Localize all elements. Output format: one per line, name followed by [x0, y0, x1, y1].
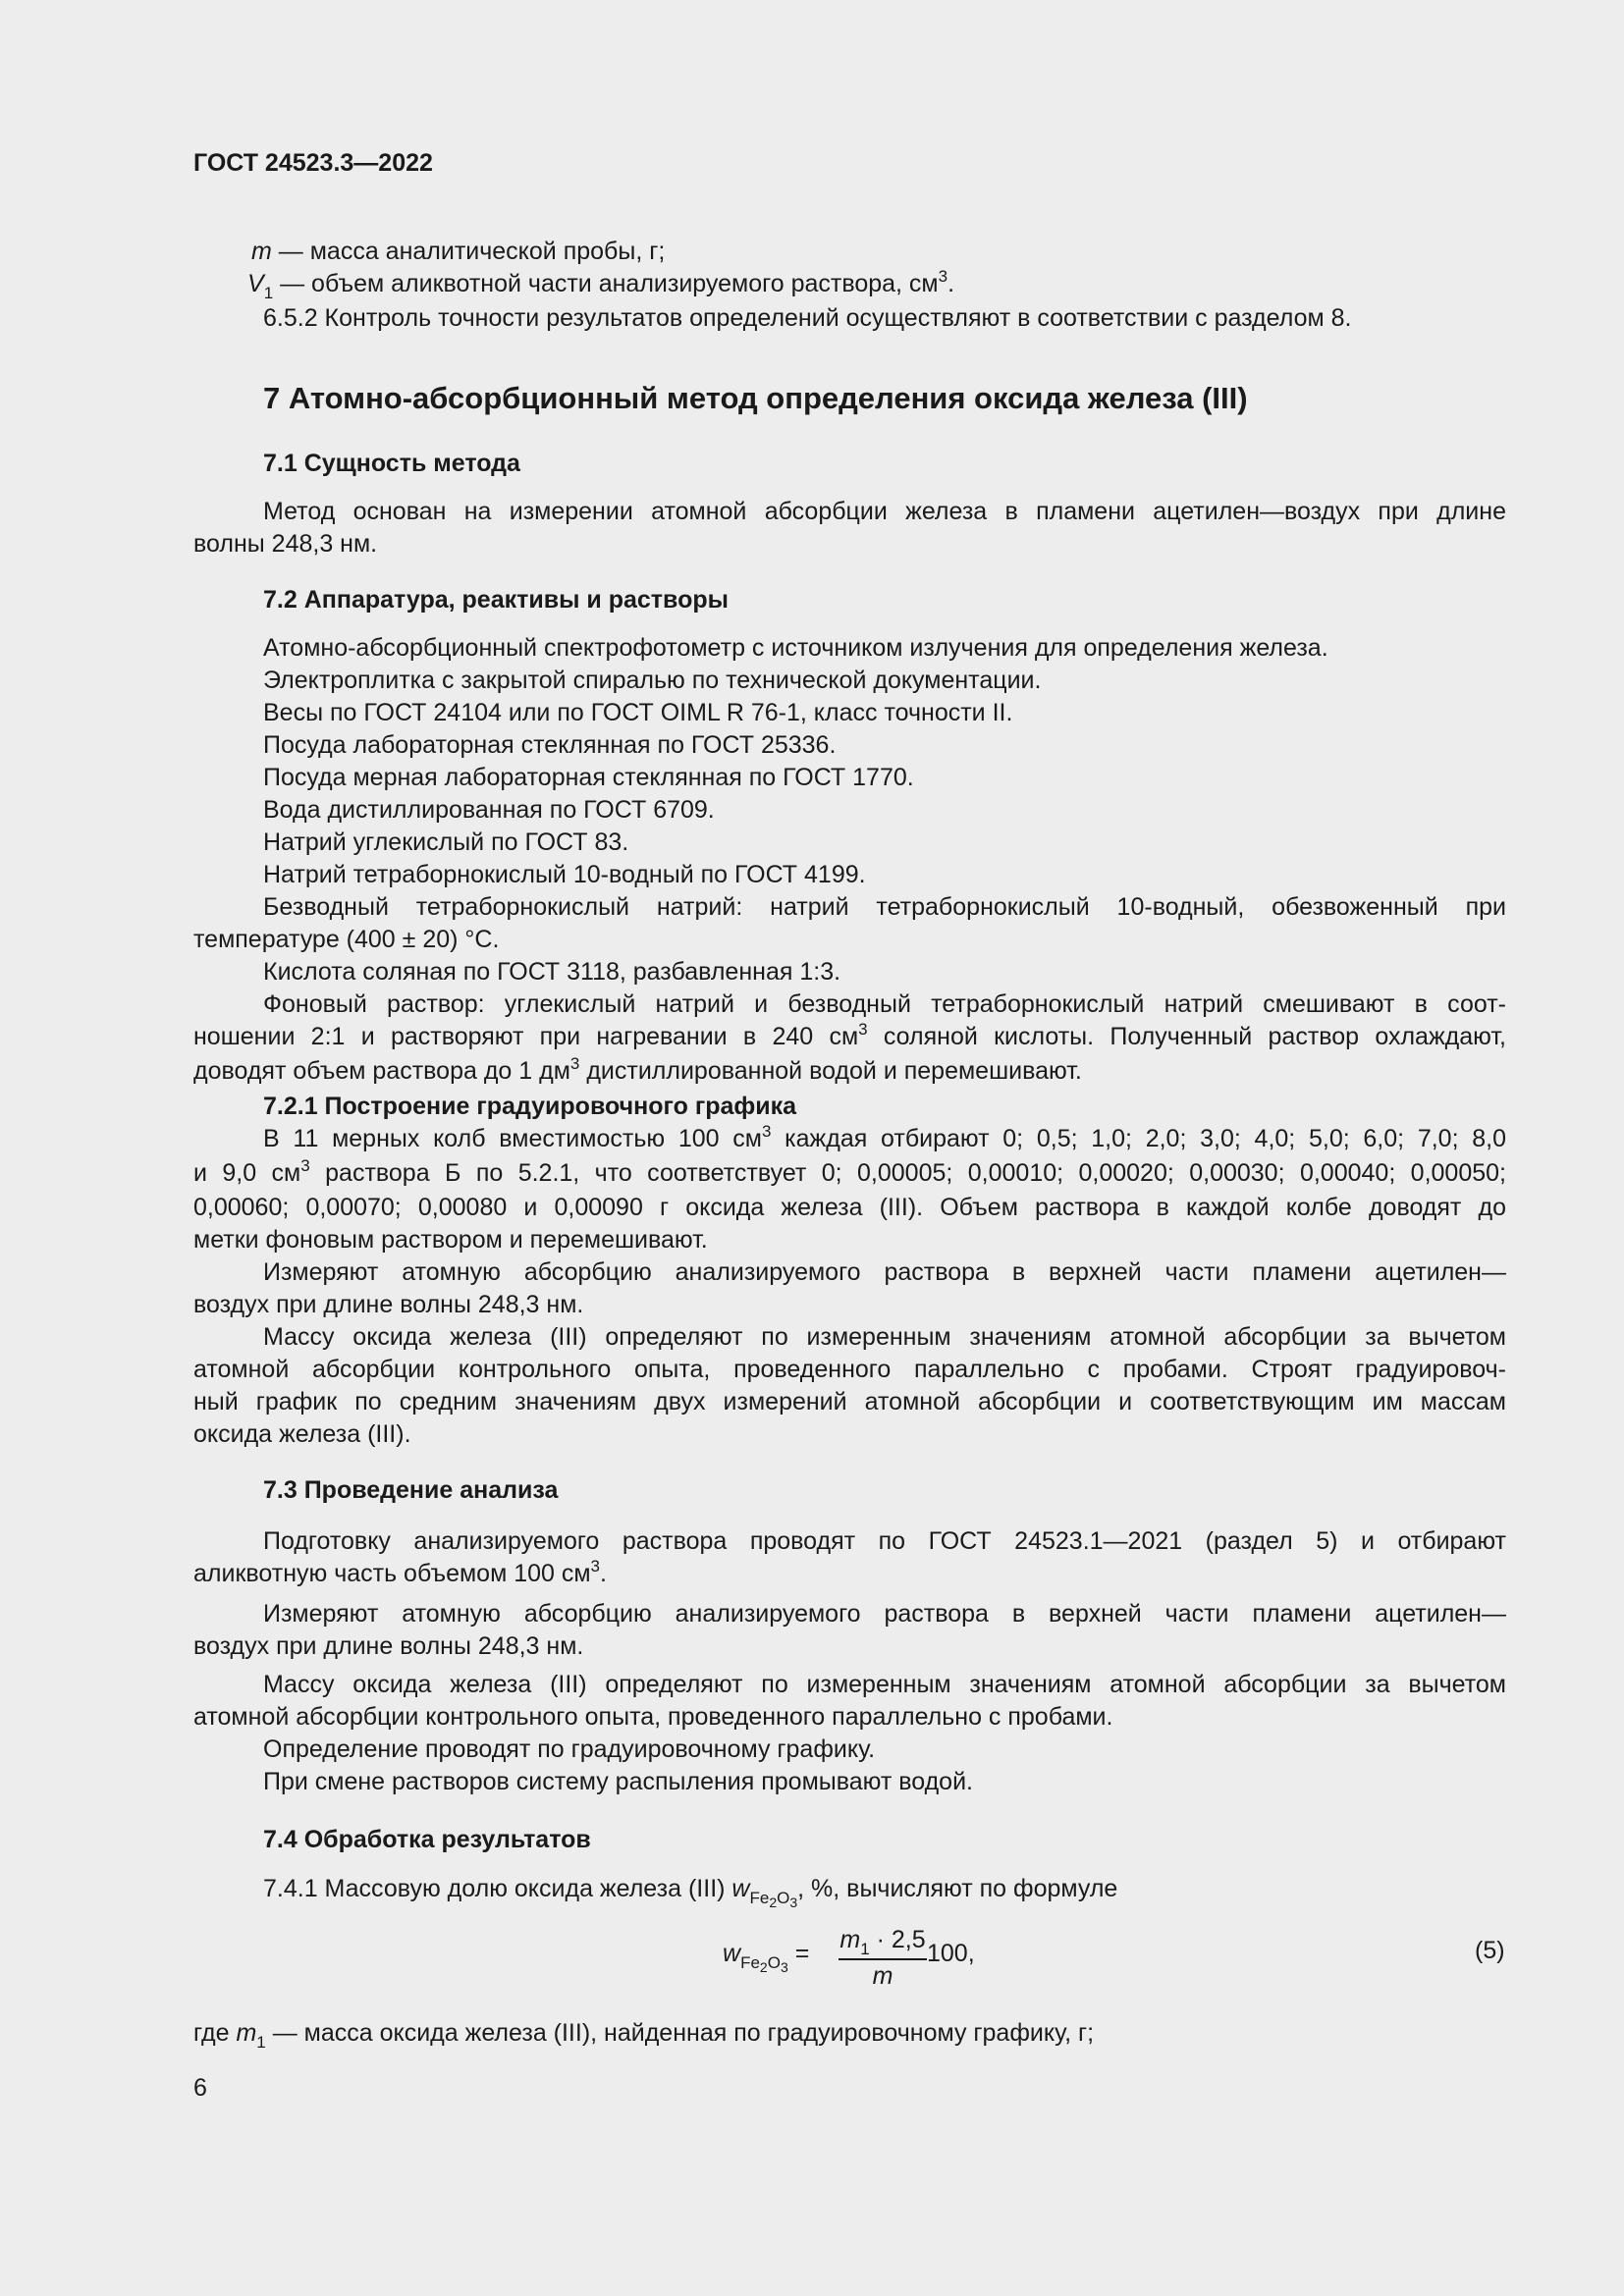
running-header: ГОСТ 24523.3—2022 [193, 149, 433, 177]
section-7-2-body: Атомно-абсорбционный спектрофотометр с источником излучения для определения железа. Электроплитка с закрытой спиралью по технической документации. Весы по ГОСТ 24104 или по ГОСТ OIML R 76-1, класс точности II. Посуда лабораторная стеклянная по ГОСТ 25336. Посуда мерная лабораторная стеклянная по ГОСТ 1770. Вода дистиллированная по ГОСТ 6709. Натрий углекислый по ГОСТ 83. Натрий тетраборнокислый 10-водный по ГОСТ 4199. Безводный тетраборнокислый натрий: натрий тетраборнокислый 10-водный, обезвоженный при температуре (400 ± 20) °С. Кислота соляная по ГОСТ 3118, разбавленная 1:3. Фоновый раствор: углекислый натрий и безводный тетраборнокислый натрий смешивают в соот- ношении 2:1 и растворяют при нагревании в 240 $см^3$ соляной кислоты. Полученный раствор охлаждают, доводят объем раствора до 1 $дм^3$ дистиллированной водой и перемешивают. [193, 634, 1506, 1085]
para-6-5-2: 6.5.2 Контроль точности результатов определений осуществляют в соответствии с разделом 8. [263, 304, 1352, 332]
section-7-1-heading: 7.1 Сущность метода [263, 450, 520, 477]
page-number: 6 [193, 2074, 207, 2102]
section-7-2-heading: 7.2 Аппаратура, реактивы и растворы [263, 586, 729, 614]
section-7-3-heading: 7.3 Проведение анализа [263, 1476, 559, 1504]
section-7-4-heading: 7.4 Обработка результатов [263, 1826, 591, 1853]
formula-5: $w_{Fe_2O_3}$ = $m_1 \cdot 2,5$ m 100, [723, 1926, 975, 1990]
definitions-top [193, 236, 1506, 335]
section-7-heading: 7 Атомно-абсорбционный метод определения оксида железа (III) [263, 381, 1248, 415]
definition-m1: где $m_1$ — масса оксида железа (III), найденная по градуировочному графику, г; [193, 2019, 1095, 2052]
section-7-2-1-heading: 7.2.1 Построение градуировочного графика [263, 1093, 797, 1120]
section-7-1-body: Метод основан на измерении атомной абсорбции железа в пламени ацетилен—воздух при длине волны 248,3 нм. [193, 498, 1506, 558]
section-7-3-body: Подготовку анализируемого раствора проводят по ГОСТ 24523.1—2021 (раздел 5) и отбирают аликвотную часть объемом 100 $см^3$. Измеряют атомную абсорбцию анализируемого раствора в верхней части пламени ацетилен— воздух при длине волны 248,3 нм. Массу оксида железа (III) определяют по измеренным значениям атомной абсорбции за вычетом атомной абсорбции контрольного опыта, проведенного параллельно с пробами. Определение проводят по градуировочному графику. При смене растворов систему распыления промывают водой. [193, 1527, 1506, 1795]
def-m: m — масса аналитической пробы, г; [251, 238, 666, 265]
para-7-4-1: 7.4.1 Массовую долю оксида железа (III) $w_{Fe_2O_3}$, %, вычисляют по формуле [263, 1875, 1118, 1910]
formula-fraction: $m_1 \cdot 2,5$ m [839, 1926, 926, 1990]
formula-number: (5) [1475, 1937, 1505, 1964]
section-7-2-1: 7.2.1 Построение градуировочного графика В 11 мерных колб вместимостью 100 $см^3$ каждая отбирают 0; 0,5; 1,0; 2,0; 3,0; 4,0; 5,0; 6,0; 7,0; 8,0 и 9,0 $см^3$ раствора Б по 5.2.1, что соответствует 0; 0,00005; 0,00010; 0,00020; 0,00030; 0,00040; 0,00050; 0,00060; 0,00070; 0,00080 и 0,00090 г оксида железа (III). Объем раствора в каждой колбе доводят до метки фоновым раствором и перемешивают. Измеряют атомную абсорбцию анализируемого раствора в верхней части пламени ацетилен— воздух при длине волны 248,3 нм. Массу оксида железа (III) определяют по измеренным значениям атомной абсорбции за вычетом атомной абсорбции контрольного опыта, проведенного параллельно с пробами. Строят градуировоч- ный график по средним значениям двух измерений атомной абсорбции и соответствующим им массам оксида железа (III). [193, 1093, 1506, 1448]
def-v1: $V_1$ — объем аликвотной части анализируемого раствора, $см^3$. [247, 267, 955, 302]
